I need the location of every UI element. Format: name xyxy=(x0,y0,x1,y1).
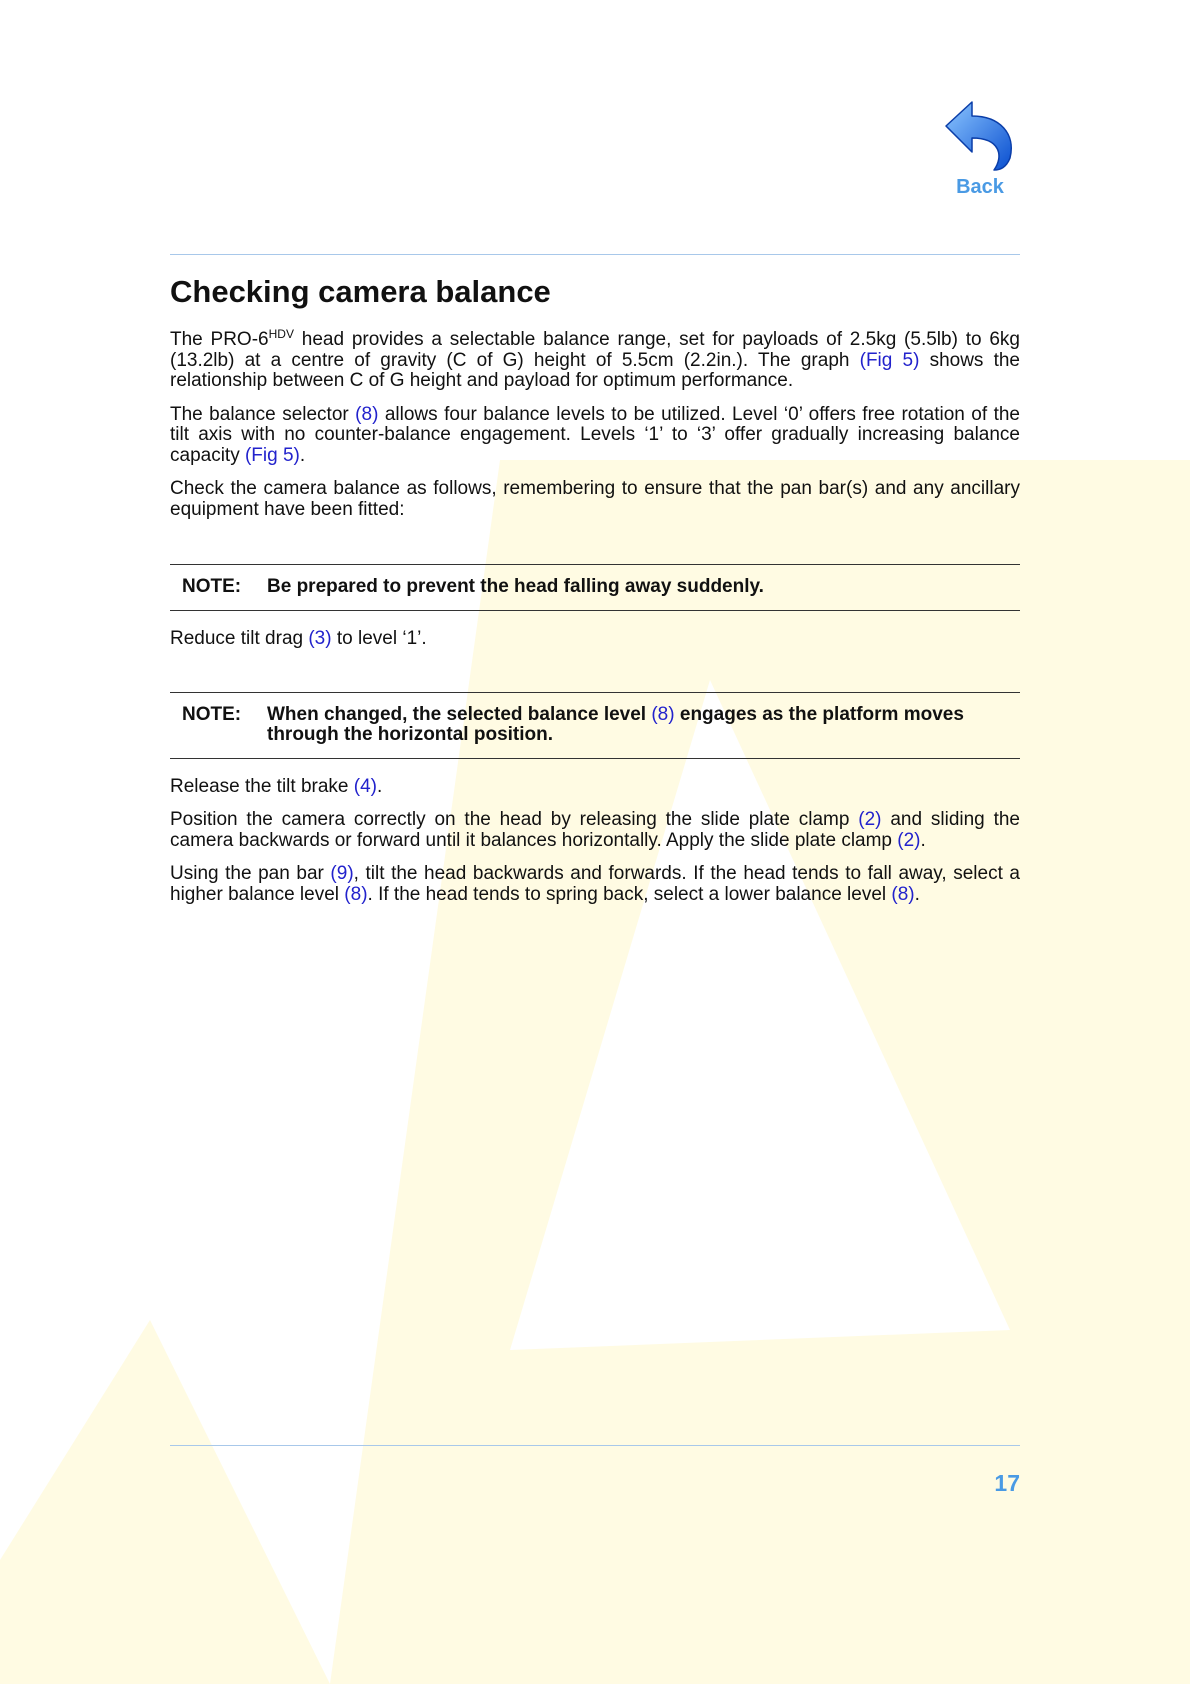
paragraph-release-tilt-brake xyxy=(170,777,1020,798)
text-segment: Using the pan bar xyxy=(170,863,331,884)
watermark-left-triangle xyxy=(0,1320,330,1684)
note-label: NOTE: xyxy=(182,576,242,597)
fig-5-link[interactable]: (Fig 5) xyxy=(244,444,300,466)
paragraph-reduce-tilt-drag xyxy=(170,629,1020,650)
superscript-hdv: HDV xyxy=(268,327,294,341)
paragraph-position-camera xyxy=(170,810,1020,851)
document-body xyxy=(170,327,1021,918)
back-label: Back xyxy=(956,176,1004,198)
text-segment: . xyxy=(914,883,920,905)
note-box xyxy=(170,564,1020,611)
text-segment: engages as the platform moves through the horizontal position. xyxy=(267,703,964,745)
ref-2-link[interactable]: (2) xyxy=(897,829,921,851)
text-segment: . xyxy=(920,829,926,851)
paragraph-pan-bar xyxy=(170,864,1020,905)
paragraph-balance-selector xyxy=(170,405,1020,467)
text-segment: . xyxy=(299,444,306,466)
text-segment: Reduce tilt drag xyxy=(170,628,309,649)
note-box xyxy=(170,692,1020,759)
ref-4-link[interactable]: (4) xyxy=(353,775,377,797)
text-segment: allows four balance levels to be utilized. Level ‘0’ offers free rotation of the tilt axis with no counter-balance engagement. Levels ‘1’ to ‘3’ offer gradually increasing balance capacity xyxy=(170,403,1020,466)
text-segment: Release the tilt brake xyxy=(170,775,354,797)
back-button[interactable] xyxy=(930,98,1030,208)
ref-8-link[interactable]: (8) xyxy=(344,883,368,905)
note-text xyxy=(267,705,1008,745)
text-segment: When changed, the selected balance level xyxy=(267,703,652,725)
back-arrow-icon xyxy=(942,98,1018,172)
page-title: Checking camera balance xyxy=(170,274,551,309)
text-segment: . xyxy=(377,775,383,797)
text-segment: The balance selector xyxy=(170,403,356,425)
ref-9-link[interactable]: (9) xyxy=(330,863,354,884)
fig-5-link[interactable]: (Fig 5) xyxy=(859,349,920,371)
text-segment: The PRO-6 xyxy=(170,329,269,350)
paragraph-intro xyxy=(170,327,1020,392)
ref-8-link[interactable]: (8) xyxy=(651,703,675,725)
paragraph-check-balance: Check the camera balance as follows, remembering to ensure that the pan bar(s) and any ancillary equipment have been fitted: xyxy=(170,478,1020,520)
page-number: 17 xyxy=(994,1470,1020,1496)
ref-8-link[interactable]: (8) xyxy=(891,883,915,905)
ref-3-link[interactable]: (3) xyxy=(308,628,332,649)
note-label: NOTE: xyxy=(182,703,242,725)
text-segment: Position the camera correctly on the head by releasing the slide plate clamp xyxy=(170,809,859,830)
text-segment: , tilt the head backwards and forwards. If the head tends to fall away, select a higher balance level xyxy=(170,863,1021,905)
ref-2-link[interactable]: (2) xyxy=(858,809,882,830)
footer-divider xyxy=(170,1445,1020,1446)
text-segment: to level ‘1’. xyxy=(331,628,427,649)
text-segment: shows the relationship between C of G height and payload for optimum performance. xyxy=(170,349,1020,391)
text-segment: and sliding the camera backwards or forward until it balances horizontally. Apply the slide plate clamp xyxy=(170,809,1020,851)
text-segment: . If the head tends to spring back, select a lower balance level xyxy=(367,883,892,905)
header-divider xyxy=(170,254,1020,255)
text-segment: head provides a selectable balance range, set for payloads of 2.5kg (5.5lb) to 6kg (13.2lb) at a centre of gravity (C of G) height of 5.5cm (2.2in.). The graph xyxy=(170,329,1020,371)
note-text: Be prepared to prevent the head falling away suddenly. xyxy=(267,576,764,597)
ref-8-link[interactable]: (8) xyxy=(355,403,379,425)
